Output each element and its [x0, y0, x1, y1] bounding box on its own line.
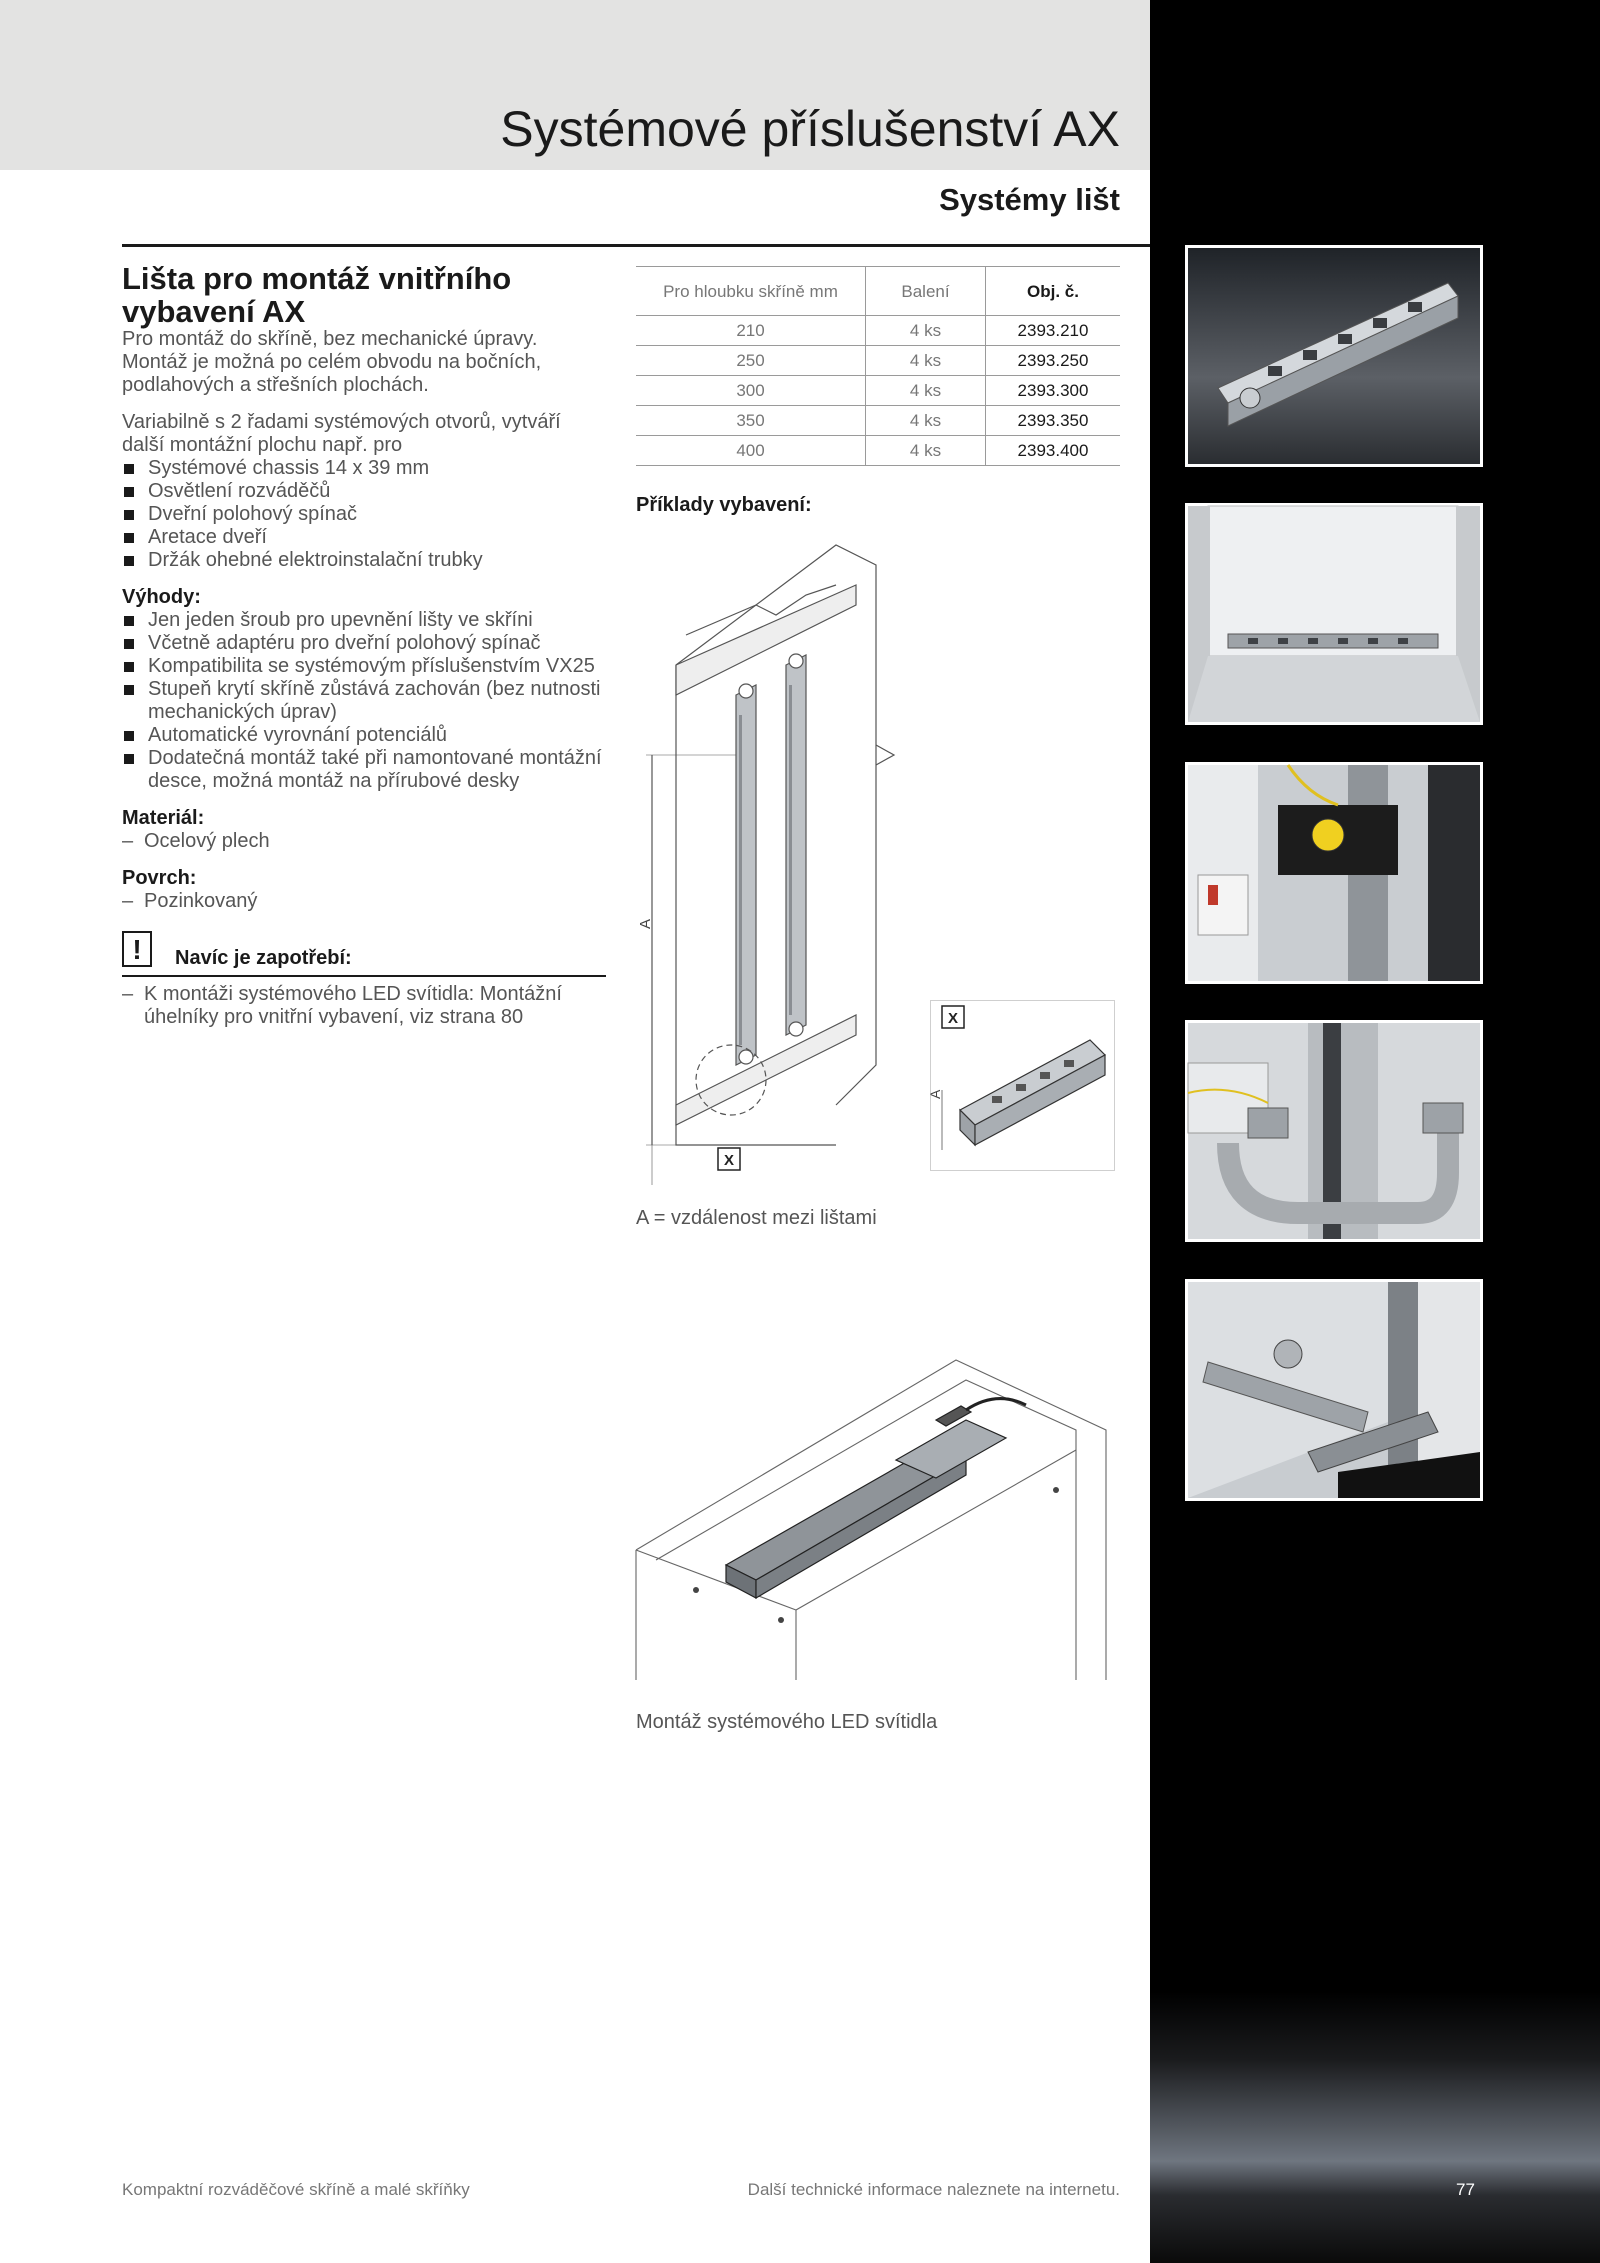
table-row: [636, 316, 1120, 346]
table-cell: 210: [636, 316, 866, 346]
intro-paragraph: Pro montáž do skříně, bez mechanické úpravy. Montáž je možná po celém obvodu na bočních, podlahových a střešních plochách.: [122, 328, 542, 396]
page-title: Systémové příslušenství AX: [500, 101, 1120, 157]
product-photo-conduit-holder: [1185, 1020, 1483, 1242]
surface-list: [122, 890, 606, 913]
variant-list: [122, 457, 606, 572]
list-item: Dveřní polohový spínač: [122, 503, 606, 526]
table-cell: 4 ks: [866, 376, 986, 406]
rail-detail-drawing: [927, 1000, 1115, 1175]
examples-heading: Příklady vybavení:: [636, 494, 812, 516]
product-description: [122, 262, 606, 1029]
led-mounting-drawing: [636, 1360, 1116, 1680]
table-row: [636, 376, 1120, 406]
distance-caption: A = vzdálenost mezi lištami: [636, 1207, 877, 1229]
footer-section-name: Kompaktní rozváděčové skříně a malé skříňky: [122, 2180, 470, 2199]
table-cell: 4 ks: [866, 436, 986, 466]
footer-info-text: Další technické informace naleznete na internetu.: [747, 2180, 1120, 2199]
product-photo-door-switch: [1185, 762, 1483, 984]
material-heading: Materiál:: [122, 807, 205, 829]
list-item: Dodatečná montáž také při namontované montážní desce, možná montáž na přírubové desky: [122, 747, 606, 793]
dimension-label-A: A: [927, 1089, 943, 1099]
surface-heading: Povrch:: [122, 867, 197, 889]
led-caption: Montáž systémového LED svítidla: [636, 1711, 938, 1733]
list-item: Systémové chassis 14 x 39 mm: [122, 457, 606, 480]
page-number: 77: [1456, 2180, 1475, 2199]
table-cell: 250: [636, 346, 866, 376]
advantages-heading: Výhody:: [122, 586, 201, 608]
table-row: [636, 406, 1120, 436]
list-item: Kompatibilita se systémovým příslušenstvím VX25: [122, 655, 606, 678]
dimension-label-A: A: [637, 918, 654, 929]
list-item: Včetně adaptéru pro dveřní polohový spínač: [122, 632, 606, 655]
table-cell: 4 ks: [866, 316, 986, 346]
warning-icon: !: [122, 931, 152, 967]
detail-marker-X: X: [947, 1010, 959, 1027]
order-number: 2393.210: [986, 316, 1121, 346]
list-item: Automatické vyrovnání potenciálů: [122, 724, 606, 747]
list-item: Osvětlení rozváděčů: [122, 480, 606, 503]
table-cell: 4 ks: [866, 346, 986, 376]
title-divider: [122, 244, 1150, 247]
section-subtitle: Systémy lišt: [939, 182, 1120, 217]
list-item: – Pozinkovaný: [122, 890, 606, 913]
list-item: – Ocelový plech: [122, 830, 606, 853]
column-header: Obj. č.: [986, 267, 1121, 316]
order-table: [636, 266, 1120, 466]
table-cell: 400: [636, 436, 866, 466]
table-row: [636, 346, 1120, 376]
note-list: [122, 983, 606, 1029]
column-header: Balení: [866, 267, 986, 316]
advantages-list: [122, 609, 606, 793]
table-cell: 350: [636, 406, 866, 436]
product-photo-rail: [1185, 245, 1483, 467]
product-heading: Lišta pro montáž vnitřního vybavení AX: [122, 261, 512, 329]
rail-mounting-drawing: [636, 545, 926, 1185]
product-photo-enclosure-floor: [1185, 503, 1483, 725]
note-title: Navíc je zapotřebí:: [175, 947, 352, 969]
order-number: 2393.300: [986, 376, 1121, 406]
order-number: 2393.400: [986, 436, 1121, 466]
list-item: Jen jeden šroub pro upevnění lišty ve skříni: [122, 609, 606, 632]
list-item: Aretace dveří: [122, 526, 606, 549]
column-header: Pro hloubku skříně mm: [636, 267, 866, 316]
order-number: 2393.250: [986, 346, 1121, 376]
list-item: Držák ohebné elektroinstalační trubky: [122, 549, 606, 572]
variant-paragraph: Variabilně s 2 řadami systémových otvorů, vytváří další montážní plochu např. pro: [122, 411, 561, 456]
table-row: [636, 436, 1120, 466]
list-item: Stupeň krytí skříně zůstává zachován (bez nutnosti mechanických úprav): [122, 678, 606, 724]
table-cell: 300: [636, 376, 866, 406]
table-cell: 4 ks: [866, 406, 986, 436]
list-item: – K montáži systémového LED svítidla: Montážní úhelníky pro vnitřní vybavení, viz strana 80: [122, 983, 606, 1029]
order-number: 2393.350: [986, 406, 1121, 436]
table-header-row: [636, 267, 1120, 316]
product-photo-door-lock: [1185, 1279, 1483, 1501]
material-list: [122, 830, 606, 853]
note-header: [122, 931, 606, 977]
detail-marker-X: X: [723, 1152, 735, 1169]
